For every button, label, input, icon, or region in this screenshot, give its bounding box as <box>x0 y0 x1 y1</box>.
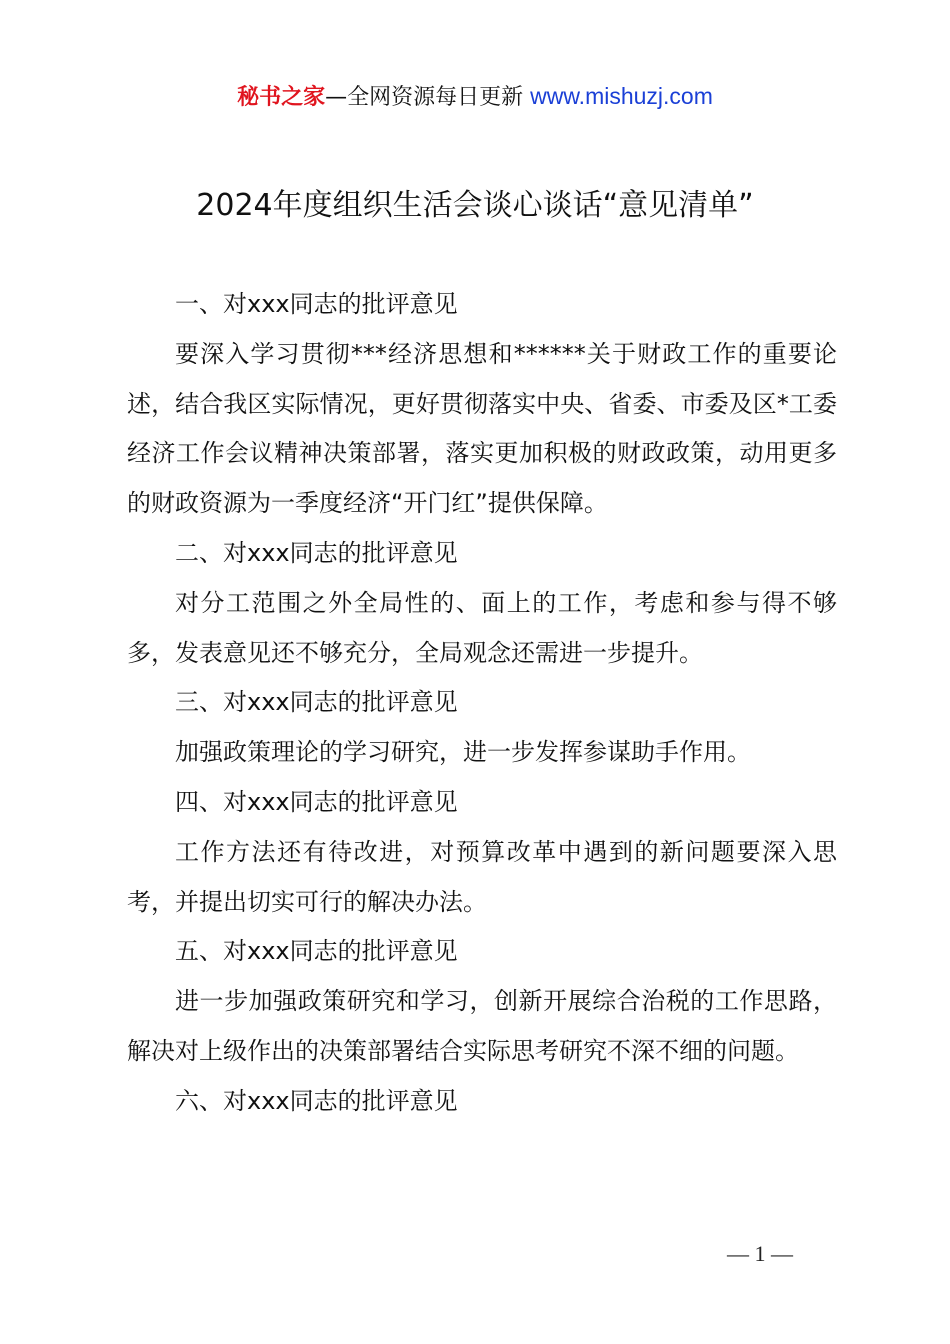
site-tagline: —全网资源每日更新 <box>325 85 524 110</box>
section-heading: 四、对xxx同志的批评意见 <box>175 787 458 816</box>
site-brand: 秘书之家 <box>237 85 326 110</box>
section-body: 要深入学习贯彻***经济思想和******关于财政工作的重要论述，结合我区实际情况，更好贯彻落实中央、省委、市委及区*工委经济工作会议精神决策部署，落实更加积极的财政政策，动用更多的财政资源为一季度经济“开门红”提供保障。 <box>127 339 837 518</box>
section-body: 进一步加强政策研究和学习，创新开展综合治税的工作思路，解决对上级作出的决策部署结合实际思考研究不深不细的问题。 <box>127 987 837 1065</box>
section-heading: 五、对xxx同志的批评意见 <box>175 937 458 966</box>
document-title: 2024年度组织生活会谈心谈话“意见清单” <box>196 188 754 223</box>
section-body: 工作方法还有待改进，对预算改革中遇到的新问题要深入思考，并提出切实可行的解决办法。 <box>127 837 837 916</box>
site-header <box>0 78 950 116</box>
section-heading: 三、对xxx同志的批评意见 <box>175 688 458 717</box>
section-heading: 二、对xxx同志的批评意见 <box>175 538 458 567</box>
document-body <box>127 280 837 1127</box>
section-heading: 六、对xxx同志的批评意见 <box>175 1086 458 1115</box>
page-number: — 1 — <box>727 1241 793 1266</box>
site-url-link[interactable]: www.mishuzj.com <box>530 83 713 109</box>
section-body: 加强政策理论的学习研究，进一步发挥参谋助手作用。 <box>175 738 751 767</box>
section-heading: 一、对xxx同志的批评意见 <box>175 290 458 318</box>
section-body: 对分工范围之外全局性的、面上的工作，考虑和参与得不够多，发表意见还不够充分，全局观念还需进一步提升。 <box>127 588 837 667</box>
